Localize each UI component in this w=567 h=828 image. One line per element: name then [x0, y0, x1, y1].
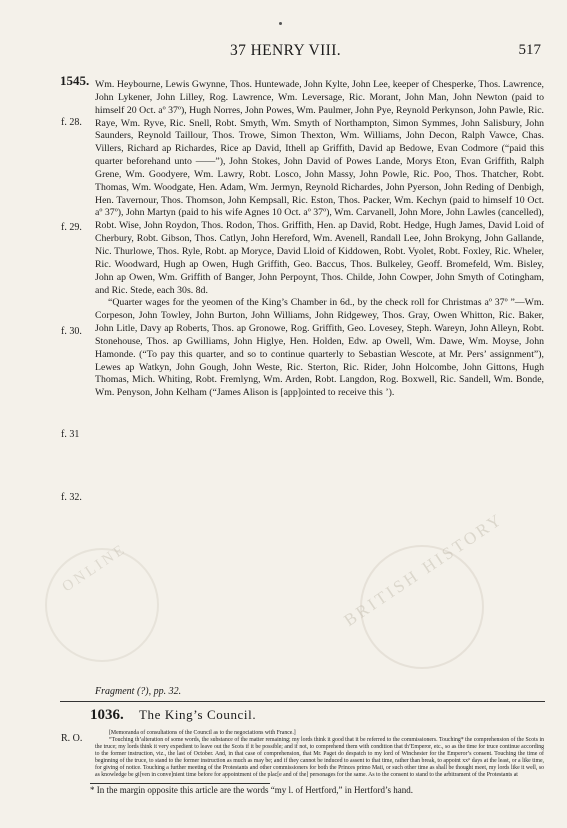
fragment-label: Fragment (?), [95, 686, 152, 697]
margin-folio: f. 30. [61, 326, 82, 337]
watermark-text: ONLINE [59, 540, 130, 596]
section-divider [60, 701, 545, 702]
entry-title: The King’s Council. [139, 707, 257, 722]
entry-heading [90, 707, 256, 724]
margin-folio: f. 29. [61, 222, 82, 233]
year-label: 1545. [60, 73, 90, 88]
fragment-note [95, 686, 181, 697]
margin-folio: f. 31 [61, 429, 80, 440]
list-paragraph-2: “Quarter wages for the yeomen of the King’s Chamber in 6d., by the check roll for Christmas aº 37º ”—Wm. Corpeson, John Towley, John Burton, John Williams, John Ridgewey, Thos. Gray, Owen Whitton, Ric. Baker, John Litle, Davy ap Roberts, Thos. ap Gronowe, Rog. Griffith, Geo. Lovesey, Steph. Wareyn, John Alleyn, Robt. Stonehouse, Thos. ap Gwilliams, John Higlye, Hen. Holden, Edw. ap Owell, Wm. Dawe, Wm. Moyse, John Hamonde. (“To pay this quarter, and so to continue quarterly to Sebastian Wescote, at Mr. Pers’ assignment”), Lewes ap Watkyn, John Gough, John Weste, Ric. Sterton, Ric. Rider, John Holcombe, John Gittons, Hugh Thomas, Mich. Whiting, Robt. Fremlyng, Wm. Arden, Robt. Langdon, Rog. Boxwell, Ric. Sandell, Wm. Bonde, Wm. Penyson, John Kelham (“James Alison is [app]ointed to receive this ’). [95, 297, 544, 399]
fragment-pages: pp. 32. [151, 686, 182, 697]
entry-body [95, 730, 544, 780]
ornament-dot [279, 22, 282, 25]
entry-paragraph-2: “Touching th’alteration of some words, the substance of the matter remaining; my lords think it good that it be referred to the commissioners. Touching* the comprehension of the Scots in the truce; my lords think it very expedient to leave out the Scots if it be possible; and if not, to comprehend them with condition that th’Emperor, etc., so as the time for truce continue according to the former instruction, viz., the last of October. And, in that case of comprehension, that Mr. Paget do despatch to my lord of Winchester for the Emperor’s consent. Touching the time of beginning of the truce, to stand to the former instruction as much as may be; and if they cannot be induced to assent to that time, rather than break, to appoint xxᵗⁱ days at the least, or a like time, for giving of notice. Touching a further meeting of the Protestants and other commissioners for both the Princes primo Maii, or such other time as shall be thought meet, my lords like it well, so as knowledge be gi[ven in conve]nient time before for appointment of the plac[e and of the] personages for the same. As to the consent to stand to the arbitrament of the Protestants at [95, 737, 544, 779]
margin-folio: f. 32. [61, 492, 82, 503]
page-number: 517 [518, 42, 541, 58]
running-header [0, 42, 567, 62]
margin-folio: f. 28. [61, 117, 82, 128]
footnote: * In the margin opposite this article are the words “my l. of Hertford,” in Hertford’s hand. [90, 785, 413, 795]
watermark-text: BRITISH HISTORY [340, 509, 507, 630]
name-list [95, 79, 544, 400]
entry-number: 1036. [90, 707, 124, 723]
list-paragraph-1: Wm. Heybourne, Lewis Gwynne, Thos. Huntewade, John Kylte, John Lee, keeper of Chesperke, Thos. Lawrence, John Lykener, John Lilley, Rog. Lawrence, Wm. Leversage, Ric. Morant, John Man, John Newton (paid to himself 20 Oct. aº 37º), Hugh Norres, John Powes, Wm. Paulmer, John Pye, Reynold Perkynson, John Pawle, Ric. Raye, Wm. Ryve, Ric. Snell, Robt. Smyth, Wm. Smyth of Northampton, Simon Symmes, John Salisbury, John Saunders, Reynold Taillour, Thos. Trowe, Simon Thexton, Wm. Williams, John Decon, Ralph Vawce, Chas. Villers, Richard ap Richardes, Rice ap David, Ithell ap Griffith, David ap Bedowe, Evan Codmore (“paid this quarter beforehand unto ——”), John Stokes, John David of Powes Lande, Morys Eton, Evan Griffith, Ralph Grene, Wm. Goodyere, Wm. Lawry, Robt. Losco, John Massy, John Powle, Ric. Poo, Thos. Thatcher, Robt. Thomas, Wm. Woodgate, Hen. Adam, Wm. Jermyn, Reynold Richardes, John Pyerson, John Reding of Denbigh, Hen. Tavernour, Thos. Thomson, John Kempsall, Ric. Eston, Thos. Packer, Wm. Kechyn (paid to himself 10 Oct. aº 37º), John Martyn (paid to his wife Agnes 10 Oct. aº 37º), Wm. Carvanell, John More, John Lawles (cancelled), Robt. Wise, John Roydon, Thos. Rodon, Thos. Griffith, Hen. ap David, Robt. Hedge, Hugh James, David Loid of Cherbury, Robt. Gibson, Thos. Catlyn, John Hereford, Wm. Avenell, Randall Lee, John Brokyng, John Gallande, Nic. Thurlowe, Thos. Ryle, Robt. ap Moryce, David Lloid of Kiddowen, Robt. Vyolet, Robt. Foxley, Ric. Wheler, Ric. Woodward, Hugh ap Owen, Hugh Griffith, Geo. Baccus, Thos. Bulkeley, Geoff. Bromefeld, Wm. Bisley, John ap Owen, Wm. Griffith of Banger, John Perpoynt, Thos. Childe, John Cowper, John Smyth of Cotingham, and Ric. Stede, each 30s. 8d. [95, 79, 544, 296]
running-title: 37 HENRY VIII. [230, 42, 342, 59]
entry-paragraph-1: [Memoranda of consultations of the Council as to the negociations with France.] [109, 730, 296, 736]
margin-source: R. O. [61, 733, 83, 744]
footnote-rule [90, 783, 270, 784]
